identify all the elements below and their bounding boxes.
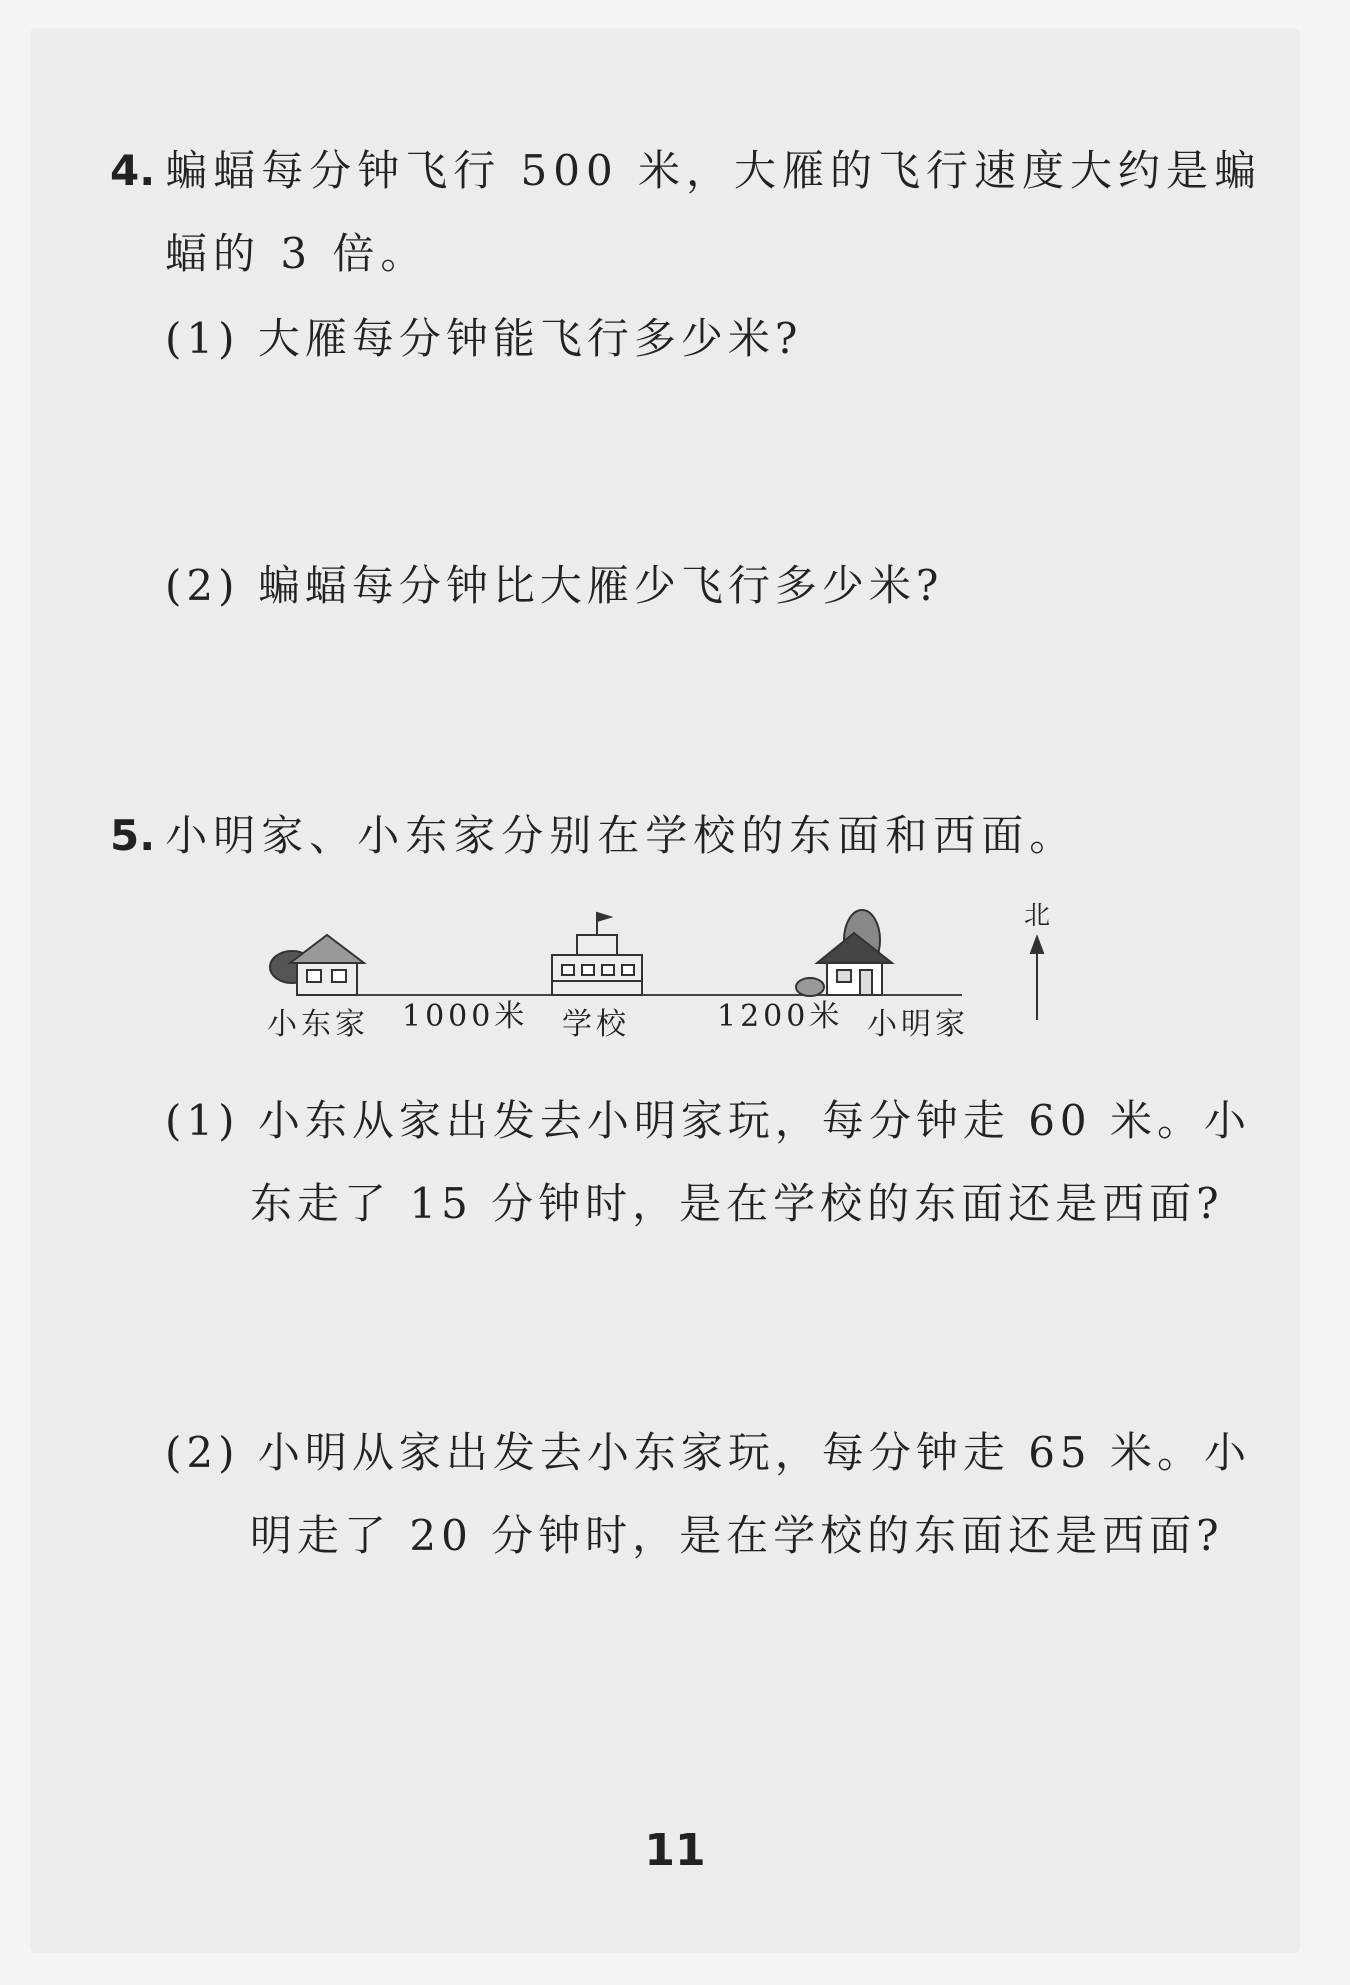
q5-part2-line2: 明走了 20 分钟时，是在学校的东面还是西面? [250, 1511, 1224, 1560]
q5-part1-line1: (1) 小东从家出发去小明家玩，每分钟走 60 米。小 [165, 1096, 1251, 1145]
q5-route-diagram [262, 901, 1082, 1055]
east-distance-label: 1200米 [717, 999, 844, 1034]
q4-part1: (1) 大雁每分钟能飞行多少米? [165, 314, 803, 363]
page-number: 11 [644, 1825, 706, 1876]
q4-stem-text: 蝙蝠每分钟飞行 500 米，大雁的飞行速度大约是蝙 [165, 146, 1263, 195]
q4-stem-line1 [110, 146, 1263, 195]
q5-stem [110, 811, 1078, 860]
school-icon [552, 913, 642, 995]
q4-part2: (2) 蝙蝠每分钟比大雁少飞行多少米? [165, 561, 944, 610]
q5-number: 5. [110, 811, 156, 860]
east-home-label: 小明家 [867, 1007, 969, 1042]
east-house-icon [796, 910, 892, 996]
west-house-icon [270, 935, 364, 995]
north-arrow-icon [1031, 937, 1043, 1020]
q5-part1-line2: 东走了 15 分钟时，是在学校的东面还是西面? [250, 1179, 1224, 1228]
north-label: 北 [1023, 901, 1051, 931]
q5-stem-text: 小明家、小东家分别在学校的东面和西面。 [165, 811, 1078, 860]
q4-stem-line2: 蝠的 3 倍。 [165, 229, 429, 278]
west-home-label: 小东家 [267, 1007, 369, 1042]
west-distance-label: 1000米 [402, 999, 529, 1034]
q4-number: 4. [110, 146, 156, 195]
school-label: 学校 [562, 1007, 630, 1042]
q5-part2-line1: (2) 小明从家出发去小东家玩，每分钟走 65 米。小 [165, 1428, 1251, 1477]
